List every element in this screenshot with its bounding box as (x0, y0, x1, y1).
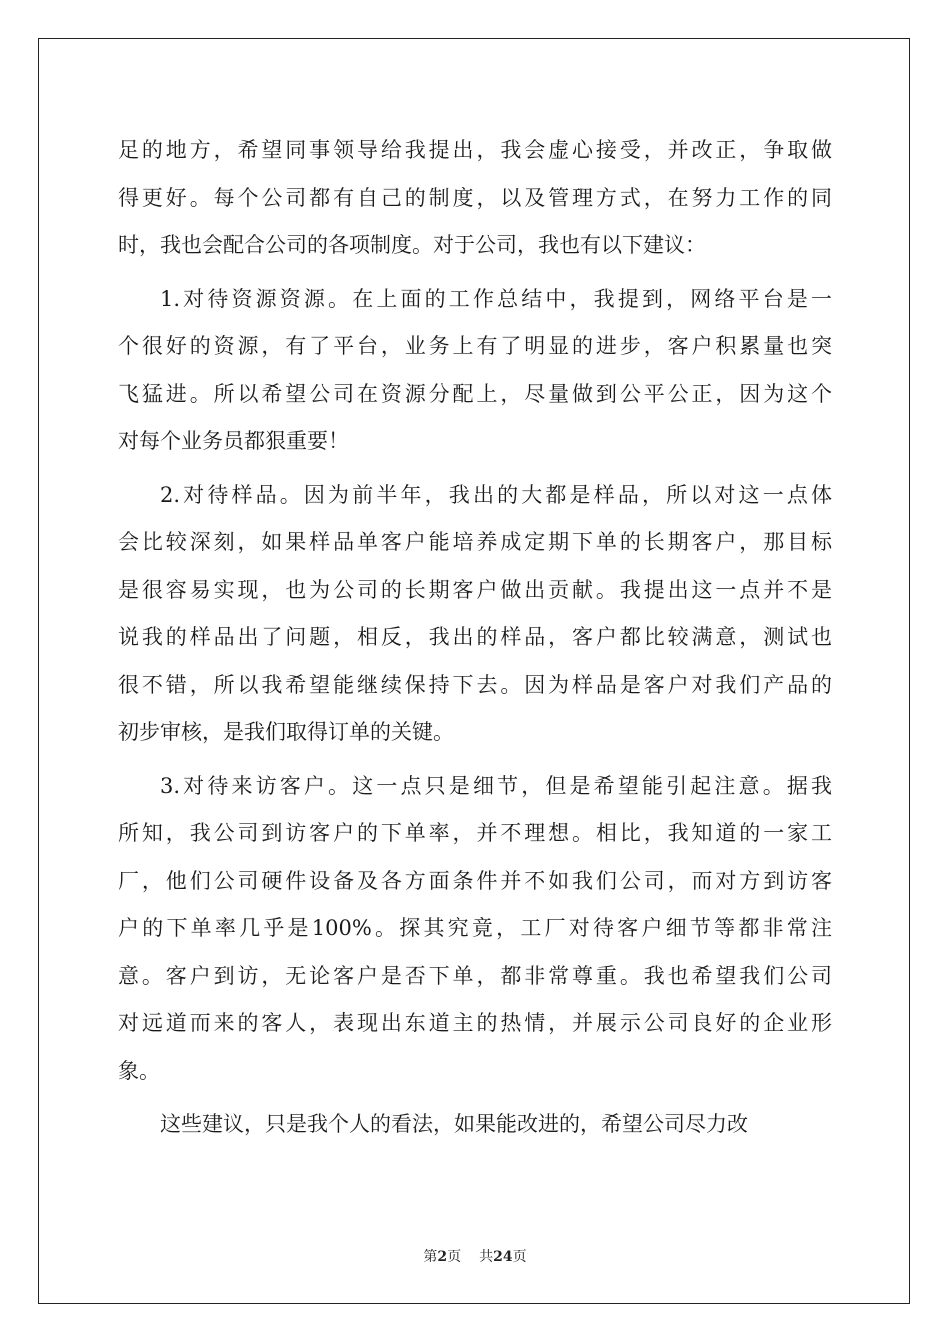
document-body (118, 127, 832, 1149)
text-line: 象。 (118, 1058, 160, 1083)
paragraph (118, 1101, 832, 1149)
paragraph (118, 127, 832, 270)
text-line: 对每个业务员都狠重要！ (118, 429, 349, 453)
text-line: 2.对待样品。因为前半年，我出的大都是样品，所以对这一点体 (160, 482, 832, 507)
paragraph (118, 763, 832, 1096)
total-label-suffix: 页 (512, 1249, 527, 1265)
text-line: 厂，他们公司硬件设备及各方面条件并不如我们公司，而对方到访客 (118, 868, 832, 893)
text-line: 个很好的资源，有了平台，业务上有了明显的进步，客户积累量也突 (118, 334, 832, 358)
text-line: 足的地方，希望同事领导给我提出，我会虚心接受，并改正，争取做 (118, 138, 832, 162)
text-line: 初步审核，是我们取得订单的关键。 (118, 720, 454, 744)
total-label-prefix: 共 (479, 1249, 494, 1265)
text-line: 会比较深刻，如果样品单客户能培养成定期下单的长期客户，那目标 (118, 530, 832, 554)
text-line: 所知，我公司到访客户的下单率，并不理想。相比，我知道的一家工 (118, 821, 832, 845)
paragraph (118, 276, 832, 466)
page-label-prefix: 第 (423, 1249, 438, 1265)
text-line: 户的下单率几乎是100%。探其究竟，工厂对待客户细节等都非常注 (118, 916, 832, 940)
text-line: 时，我也会配合公司的各项制度。对于公司，我也有以下建议： (118, 233, 706, 257)
text-line: 1.对待资源资源。在上面的工作总结中，我提到，网络平台是一 (160, 286, 832, 311)
text-line: 说我的样品出了问题，相反，我出的样品，客户都比较满意，测试也 (118, 625, 832, 649)
text-line: 意。客户到访，无论客户是否下单，都非常尊重。我也希望我们公司 (118, 963, 832, 988)
paragraph (118, 472, 832, 757)
text-line: 3.对待来访客户。这一点只是细节，但是希望能引起注意。据我 (160, 773, 832, 798)
page-label-suffix: 页 (447, 1249, 462, 1265)
text-line: 飞猛进。所以希望公司在资源分配上，尽量做到公平公正，因为这个 (118, 381, 832, 406)
text-line: 这些建议，只是我个人的看法，如果能改进的，希望公司尽力改 (160, 1112, 748, 1136)
text-line: 很不错，所以我希望能继续保持下去。因为样品是客户对我们产品的 (118, 672, 832, 697)
total-pages-number: 24 (493, 1249, 513, 1265)
text-line: 得更好。每个公司都有自己的制度，以及管理方式，在努力工作的同 (118, 185, 832, 210)
current-page-number: 2 (437, 1249, 448, 1265)
text-line: 对远道而来的客人，表现出东道主的热情，并展示公司良好的企业形 (118, 1011, 832, 1035)
page-footer (0, 1246, 950, 1266)
text-line: 是很容易实现，也为公司的长期客户做出贡献。我提出这一点并不是 (118, 577, 832, 602)
